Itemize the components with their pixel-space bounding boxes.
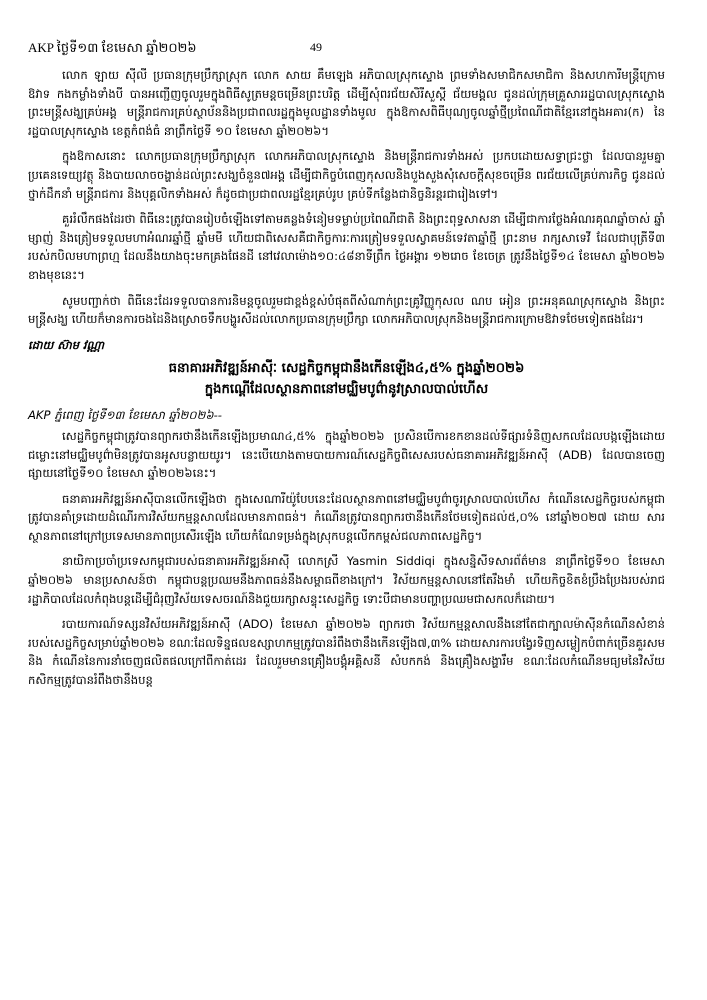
article2-paragraph-1: សេដ្ឋកិច្ចកម្ពុជាត្រូវបានព្យាករថានឹងកើនឡើងប្រមាណ៤,៥% ក្នុងឆ្នាំ២០២៦ ប្រសិនបើការខកខានដល់ទីផ្សារទំនិញសកលដែលបង្កឡើងដោយជម្លោះនៅមជ្ឈិមបូព៌ាមិនត្រូវបានអូសបន្លាយយូរ។ នេះបើយោងតាមបាយការណ៍សេដ្ឋកិច្ចពិសេសរបស់ធនាគារអភិវឌ្ឍន៍អាស៊ី (ADB) ដែលបានចេញផ្សាយនៅថ្ងៃទី១០ ខែមេសា ឆ្នាំ២០២៦នេះ។	[28, 428, 665, 481]
article2-headline	[28, 358, 665, 400]
article1-paragraph-2: ក្នុងឱកាសនោះ លោកប្រធានក្រុមប្រឹក្សាស្រុក លោកអភិបាលស្រុកស្ទោង និងមន្ត្រីរាជការទាំងអស់ ប្រកបដោយសទ្ធាជ្រះថ្លា ដែលបានរួមគ្នាប្រគេនទេយ្យវត្ថុ និងបាយលាចចង្ហាន់ដល់ព្រះសង្ឃចំនួន៧អង្គ ដើម្បីជាកិច្ចបំពេញកុសលនិងបួងសួងសុំសេចក្តីសុខចម្រើន ពរជ័យលើគ្រប់ភារកិច្ច ជូនដល់ថ្នាក់ដឹកនាំ មន្ត្រីរាជការ និងបុគ្គលិកទាំងអស់ ក៏ដូចជាប្រជាពលរដ្ឋខ្មែរគ្រប់រូប គ្រប់ទីកន្លែងជានិច្ចនិរន្តរជារៀងទៅ។	[28, 149, 665, 201]
article2-dateline: AKP ភ្នំពេញ ថ្ងៃទី១៣ ខែមេសា ឆ្នាំ២០២៦--	[28, 408, 222, 423]
article1-byline: ដោយ ស៊ាម វណ្ណា	[28, 337, 105, 352]
article1-paragraph-3: គួររំលឹកផងដែរថា ពិធីនេះត្រូវបានរៀបចំឡើងទៅតាមគន្លងទំនៀមទម្លាប់ប្រពៃណីជាតិ និងព្រះពុទ្ធសាសនា ដើម្បីជាការថ្លែងអំណរគុណឆ្នាំចាស់ ឆ្នាំម្សាញ់ និងត្រៀមទទួលមហាអំណរឆ្នាំថ្មី ឆ្នាំមមី ហើយជាពិសេសគឺជាកិច្ចការៈការត្រៀមទទួលស្វាគមន៍ទេវតាឆ្នាំថ្មី ព្រះនាម រាក្សសាទេវី ដែលជាបុត្រីទី៣ របស់កបិលមហាព្រហ្ម ដែលនឹងយាងចុះមកគ្រងផែនដី នៅវេលាម៉ោង១០:៤៨នាទីព្រឹក ថ្ងៃអង្គារ ១២រោច ខែចេត្រ ត្រូវនឹងថ្ងៃទី១៤ ខែមេសា ឆ្នាំ២០២៦ ខាងមុខនេះ។	[28, 212, 665, 282]
page-header	[28, 40, 665, 60]
article2-headline-line1: ធនាគារអភិវឌ្ឍន៍អាស៊ីៈ សេដ្ឋកិច្ចកម្ពុជានឹងកើនឡើង៤,៥% ក្នុងឆ្នាំ២០២៦	[168, 361, 525, 377]
page-number: 49	[310, 40, 322, 54]
article1-paragraph-4: សូមបញ្ជាក់ថា ពិធីនេះដែរទទួលបានការនិមន្តចូលរួមជាខ្ពង់ខ្ពស់បំផុតពីសំណាក់ព្រះគ្រូវិញ្ញូកុសល ណប អៀន ព្រះអនុគណស្រុកស្ទោង និងព្រះមន្ត្រីសង្ឃ ហើយក៏មានការចងដៃនិងស្រោចទឹកបង្ហូរសីដល់លោកប្រធានក្រុមប្រឹក្សា លោកអភិបាលស្រុកនិងមន្ត្រីរាជការក្រោមឱវាទថែមទៀតផងដែរ។	[28, 293, 665, 327]
page-content	[28, 66, 665, 697]
article-adb-growth	[28, 358, 665, 689]
article1-paragraph-1: លោក ឡាយ ស៊ីលី ប្រធានក្រុមប្រឹក្សាស្រុក លោក សាយ គឹមឡេង អភិបាលស្រុកស្ទោង ព្រមទាំងសមាជិកសមាជិកា និងសហការីមន្ត្រីក្រោមឱវាទ កងកម្លាំងទាំងបី បានអញ្ជើញចូលរួមក្នុងពិធីសូត្រមន្តចម្រើនព្រះបរិត្ត ដើម្បីសុំពរជ័យសិរីសួស្តី ជ័យមង្គល ជូនដល់ក្រុមគ្រួសាររដ្ឋបាលស្រុកស្ទោង ព្រះមន្ត្រីសង្ឃគ្រប់អង្គ មន្ត្រីរាជការគ្រប់ស្ថាប័ននិងប្រជាពលរដ្ឋក្នុងមូលដ្ឋានទាំងមូល ក្នុងឱកាសពិធីបុណ្យចូលឆ្នាំថ្មីប្រពៃណីជាតិខ្មែរនៅក្នុងអគារ(ក) នៃរដ្ឋបាលស្រុកស្ទោង ខេត្តកំពង់ធំ នាព្រឹកថ្ងៃទី ១០ ខែមេសា ឆ្នាំ២០២៦។	[28, 68, 665, 138]
header-date: AKP ថ្ងៃទី១៣ ខែមេសា ឆ្នាំ២០២៦	[28, 40, 197, 55]
article2-paragraph-2: ធនាគារអភិវឌ្ឍន៍អាស៊ីបានលើកឡើងថា ក្នុងសេណារីយ៉ូបែបនេះដែលស្ថានភាពនៅមជ្ឈិមបូព៌ាចូរស្រាលបាល់ហើស កំណើនសេដ្ឋកិច្ចរបស់កម្ពុជាត្រូវបានគាំទ្រដោយដំណើរការវិស័យកម្មន្តសាលដែលមានភាពធន់។ កំណើនត្រូវបានព្យាករថានឹងកើនថែមទៀតដល់៥,០% នៅឆ្នាំ២០២៧ ដោយ សារស្ថានភាពនៅក្រៅប្រទេសមានភាពប្រសើរឡើង ហើយកំណែទម្រង់ក្នុងស្រុកបន្តលើកកម្ពស់ជលភាពសេដ្ឋកិច្ច។	[28, 491, 665, 543]
article2-paragraph-4: របាយការណ៍ទស្សនវិស័យអភិវឌ្ឍន៍អាស៊ី (ADO) ខែមេសា ឆ្នាំ២០២៦ ព្យាករថា វិស័យកម្មន្តសាលនឹងនៅតែជាក្បាលម៉ាស៊ីនកំណើនសំខាន់របស់សេដ្ឋកិច្ចសម្រាប់ឆ្នាំ២០២៦ ខណៈដែលទិន្នផលឧស្សាហកម្មត្រូវបានរំពឹងថានឹងកើនឡើង៧,៣% ដោយសារការបង្វែរទិញសម្លៀកបំពាក់ច្រើនគួរសម និង កំណើននៃការនាំចេញផលិតផលក្រៅពីកាត់ដេរ ដែលរួមមានគ្រឿងបង្គុំអគ្គិសនី សំបកកង់ និងគ្រឿងសង្ហារឹម ខណៈដែលកំណើនមធ្យមនៃវិស័យកសិកម្មត្រូវបានរំពឹងថានឹងបន្ត	[28, 617, 665, 688]
article2-headline-line2: ក្នុងកណ្តើដែលស្ថានភាពនៅមជ្ឈិមបូព៌ានូវស្រាលបាល់ហើស	[204, 382, 489, 398]
article2-paragraph-3: នាយិកាប្រចាំប្រទេសកម្ពុជារបស់ធនាគារអភិវឌ្ឍន៍អាស៊ី លោកស្រី Yasmin Siddiqi ក្នុងសន្និសីទសារព័ត៌មាន នាព្រឹកថ្ងៃទី១០ ខែមេសា ឆ្នាំ២០២៦ មានប្រសាសន៍ថា កម្ពុជាបន្តប្រឈមនឹងភាពធន់នឹងសម្ពាធពីខាងក្រៅ។ វិស័យកម្មន្តសាលនៅតែរឹងមាំ ហើយកិច្ចខិតខំប្រឹងប្រែងរបស់រាជរដ្ឋាភិបាលដែលកំពុងបន្តដើម្បីជំរុញវិស័យទេសចរណ៍និងជួយរក្សាសន្ទុះសេដ្ឋកិច្ច ទោះបីជាមានបញ្ហាប្រឈមជាសកលក៏ដោយ។	[28, 554, 665, 606]
article-new-year-ceremony	[28, 66, 665, 354]
